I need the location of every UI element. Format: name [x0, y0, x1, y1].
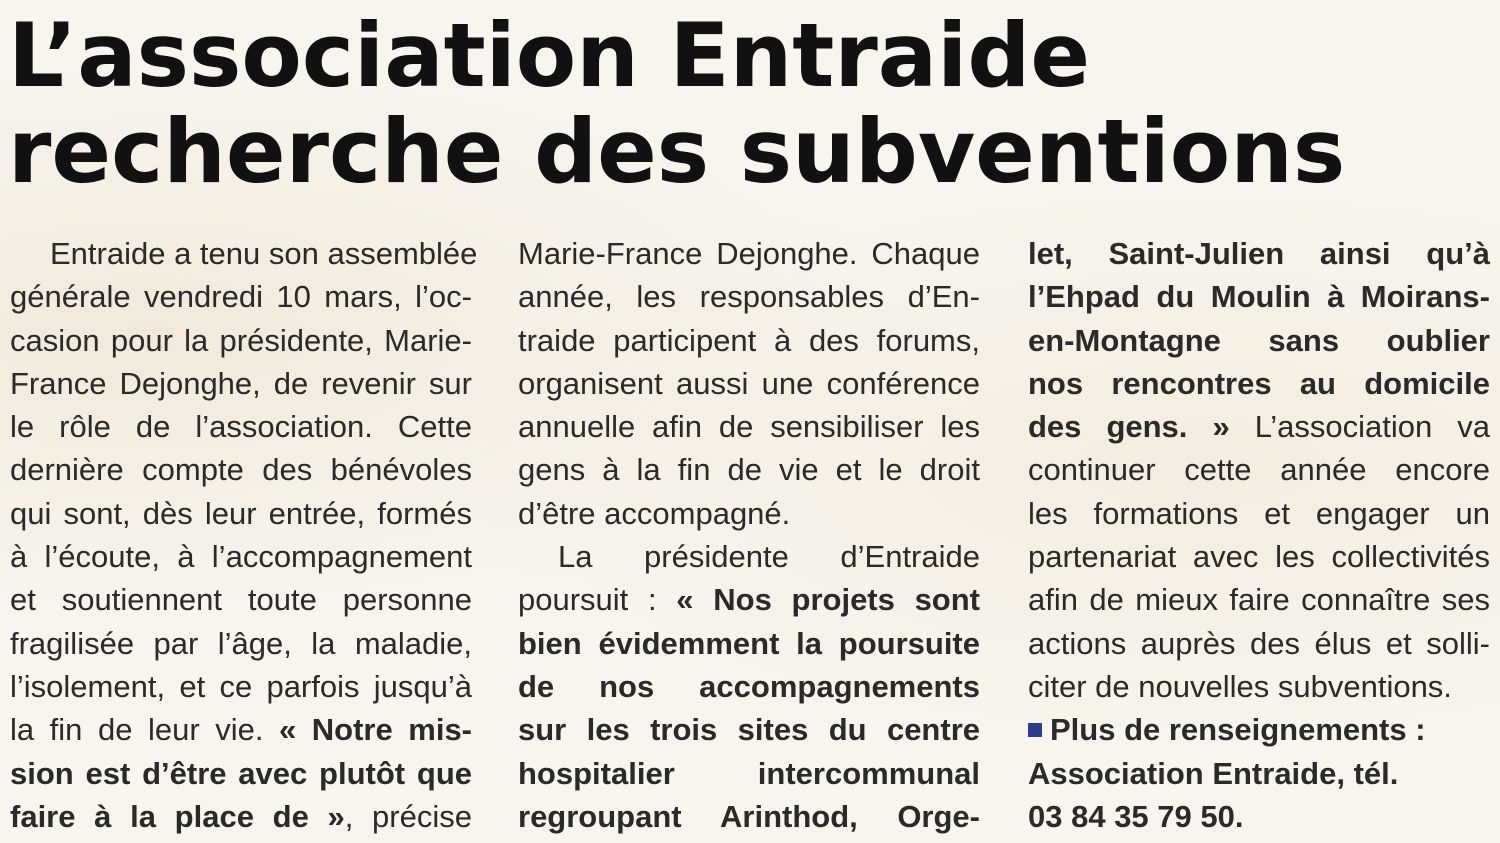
text-line — [518, 275, 980, 318]
line-text: poursuit : — [518, 582, 657, 618]
line-text: à l’écoute, à l’accompagnement — [10, 539, 472, 575]
line-text: dernière compte des bénévoles — [10, 452, 472, 488]
text-line — [10, 492, 472, 535]
line-text: annuelle afin de sensibiliser les — [518, 409, 980, 445]
line-text: et soutiennent toute personne — [10, 582, 472, 618]
text-line — [10, 752, 472, 795]
line-text: la fin de leur vie. — [10, 712, 264, 748]
bullet-square-icon — [1028, 723, 1042, 737]
line-text: France Dejonghe, de revenir sur — [10, 365, 472, 401]
article-headline — [8, 4, 1488, 203]
line-text: casion pour la présidente, Marie- — [10, 322, 472, 358]
text-line — [10, 578, 472, 621]
text-line — [10, 708, 472, 751]
line-text: sur les trois sites du centre — [518, 712, 980, 748]
line-text: générale vendredi 10 mars, l’oc- — [10, 279, 472, 315]
line-text: de nos accompagnements — [518, 668, 980, 704]
text-line — [1028, 708, 1490, 751]
line-text: des gens. » — [1028, 409, 1230, 445]
text-line — [1028, 535, 1490, 578]
article-column-1 — [10, 232, 478, 838]
line-text: La présidente d’Entraide — [558, 539, 980, 575]
text-line — [1028, 362, 1490, 405]
line-text: Entraide a tenu son assemblée — [50, 236, 478, 271]
line-text: gens à la fin de vie et le droit — [518, 452, 980, 488]
line-text: 03 84 35 79 50. — [1028, 798, 1244, 834]
text-line — [10, 405, 472, 448]
text-line — [10, 232, 478, 275]
line-text: actions auprès des élus et solli- — [1028, 625, 1490, 661]
text-line — [1028, 752, 1490, 795]
line-text: l’Ehpad du Moulin à Moirans- — [1028, 279, 1490, 315]
text-line — [1028, 232, 1490, 275]
line-text-bold-tail: « Notre mis- — [263, 712, 473, 748]
text-line — [518, 405, 980, 448]
text-line — [518, 232, 980, 275]
text-line — [518, 665, 980, 708]
line-text: continuer cette année encore — [1028, 452, 1490, 488]
text-line — [10, 622, 472, 665]
article-column-3 — [1028, 232, 1490, 838]
text-line — [10, 319, 472, 362]
text-line — [1028, 665, 1490, 708]
line-text: en-Montagne sans oublier — [1028, 322, 1490, 358]
line-text: année, les responsables d’En- — [518, 279, 980, 315]
text-line — [518, 795, 980, 838]
headline-line-1: L’association Entraide — [8, 4, 1090, 107]
line-text: citer de nouvelles subventions. — [1028, 668, 1452, 704]
line-text: traide participent à des forums, — [518, 322, 980, 358]
line-text: Plus de renseignements : — [1050, 712, 1426, 748]
text-line — [1028, 275, 1490, 318]
text-line — [518, 622, 980, 665]
line-text: nos rencontres au domicile — [1028, 365, 1490, 401]
line-text-plain-tail: L’association va — [1229, 409, 1490, 445]
text-line — [1028, 578, 1490, 621]
line-text-bold-tail: « Nos projets sont — [656, 582, 981, 618]
text-line — [1028, 795, 1490, 838]
line-text: le rôle de l’association. Cette — [10, 409, 472, 445]
line-text: organisent aussi une conférence — [518, 365, 980, 401]
line-text: Marie-France Dejonghe. Chaque — [518, 236, 980, 271]
text-line — [518, 752, 980, 795]
text-line — [1028, 448, 1490, 491]
text-line — [1028, 492, 1490, 535]
text-line — [518, 362, 980, 405]
text-line — [10, 795, 472, 838]
text-line — [518, 578, 980, 621]
line-text: regroupant Arinthod, Orge- — [518, 798, 980, 834]
headline-line-2: recherche des subventions — [8, 100, 1346, 203]
text-line — [10, 275, 472, 318]
text-line — [1028, 405, 1490, 448]
text-line — [10, 362, 472, 405]
line-text: partenariat avec les collectivités — [1028, 539, 1490, 575]
line-text: faire à la place de » — [10, 798, 345, 834]
line-text: bien évidemment la poursuite — [518, 625, 980, 661]
line-text: hospitalier intercommunal — [518, 755, 980, 791]
line-text: Association Entraide, tél. — [1028, 755, 1399, 791]
text-line — [10, 535, 472, 578]
text-line — [1028, 319, 1490, 362]
line-text: sion est d’être avec plutôt que — [10, 755, 472, 791]
article-column-2 — [518, 232, 980, 838]
line-text: les formations et engager un — [1028, 495, 1490, 531]
line-text: afin de mieux faire connaître ses — [1028, 582, 1490, 618]
text-line — [518, 708, 980, 751]
line-text: let, Saint-Julien ainsi qu’à — [1028, 236, 1490, 271]
line-text: d’être accompagné. — [518, 495, 791, 531]
text-line — [518, 319, 980, 362]
line-text: fragilisée par l’âge, la maladie, — [10, 625, 472, 661]
text-line — [1028, 622, 1490, 665]
text-line — [518, 535, 980, 578]
text-line — [10, 448, 472, 491]
text-line — [518, 448, 980, 491]
line-text: l’isolement, et ce parfois jusqu’à — [10, 668, 472, 704]
text-line — [518, 492, 980, 535]
text-line — [10, 665, 472, 708]
line-text-plain-tail: , précise — [344, 798, 472, 834]
line-text: qui sont, dès leur entrée, formés — [10, 495, 472, 531]
